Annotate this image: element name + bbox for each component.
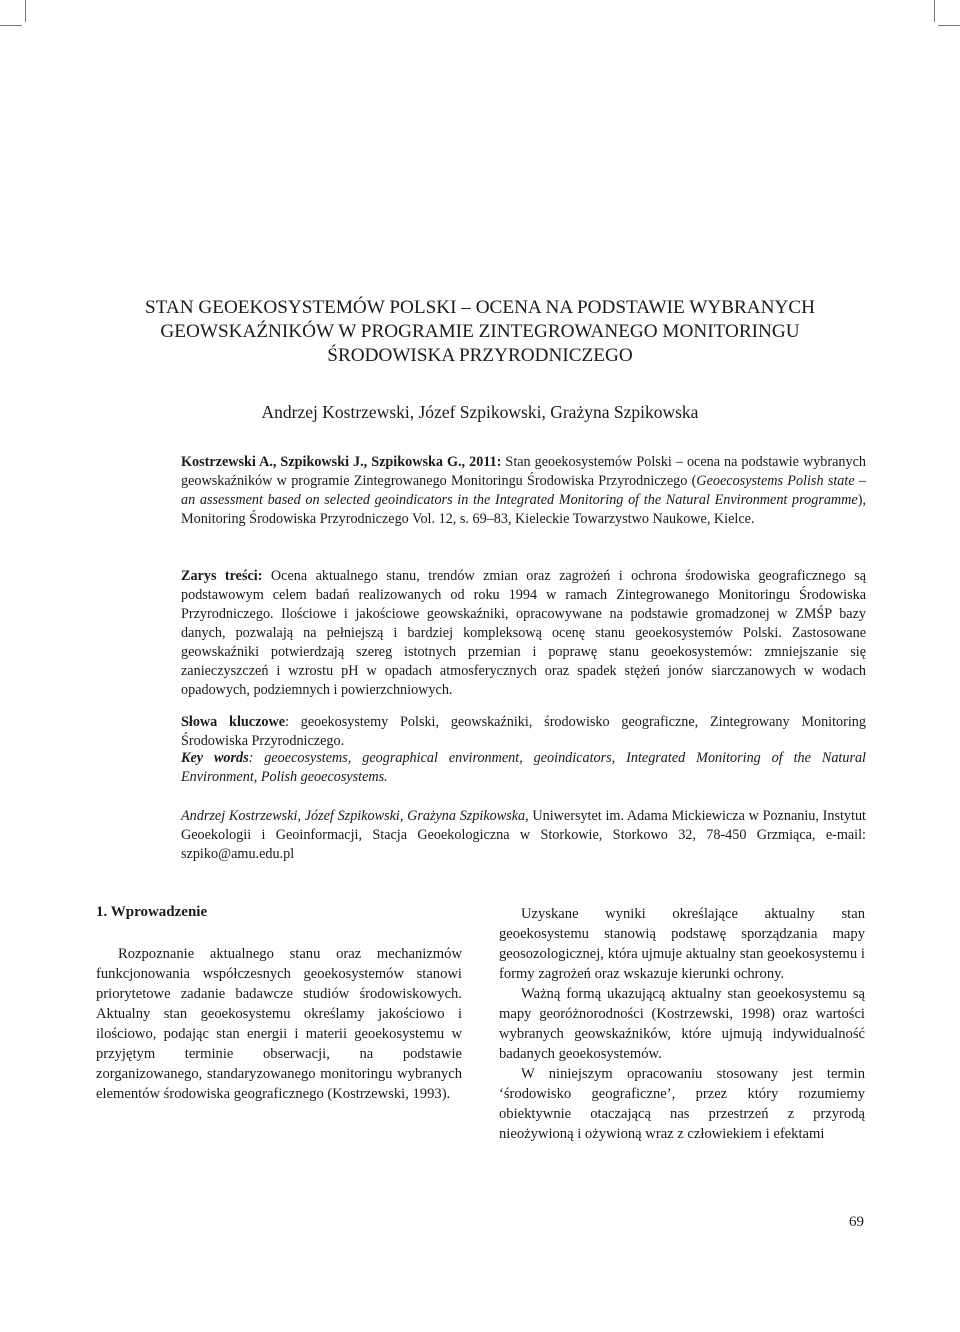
- author-list: Andrzej Kostrzewski, Józef Szpikowski, Grażyna Szpikowska: [261, 402, 699, 422]
- abstract-label: Zarys treści:: [181, 568, 263, 584]
- right-column: [499, 904, 865, 1144]
- body-paragraph: Rozpoznanie aktualnego stanu oraz mechanizmów funkcjonowania współczesnych geoekosystemów stanowi priorytetowe zadanie badawcze studiów środowiskowych. Aktualny stan geoekosystemu określamy jakościowo i ilościowo, podając stan energii i materii geoekosystemu w przyjętym terminie obserwacji, na podstawie zorganizowanego, standaryzowanego monitoringu wybranych elementów środowiska geograficznego (Kostrzewski, 1993).: [96, 946, 462, 1102]
- crop-mark: [934, 0, 935, 22]
- keywords-english: [181, 749, 866, 787]
- affiliation: [181, 807, 866, 864]
- left-column: [96, 944, 462, 1104]
- affiliation-text: , Uniwersytet im. Adama Mickiewicza w Poznaniu, Instytut Geoekologii i Geoinformacji, Stacja Geoekologiczna w Storkowie, Storkowo 32, 78-450 Grzmiąca, e-mail: szpiko@amu.edu.pl: [181, 808, 866, 862]
- body-paragraph: W niniejszym opracowaniu stosowany jest termin ‘środowisko geograficzne’, przez który rozumiemy obiektywnie otaczającą nas przestrzeń z przyrodą nieożywioną i ożywioną wraz z człowiekiem i efektami: [499, 1066, 865, 1142]
- body-paragraph: Uzyskane wyniki określające aktualny stan geoekosystemu stanowią podstawę sporządzania mapy geosozologicznej, która ujmuje aktualny stan geoekosystemu i formy zagrożeń oraz wskazuje kierunki ochrony.: [499, 906, 865, 982]
- citation-title-english: Geoecosystems Polish state – an assessment based on selected geoindicators in the Integrated Monitoring of the Natural Environment programme: [181, 473, 866, 508]
- crop-mark: [25, 0, 26, 22]
- paper-title: [100, 296, 860, 368]
- body-paragraph: Ważną formą ukazującą aktualny stan geoekosystemu są mapy georóżnorodności (Kostrzewski, 1998) oraz wartości wybranych geowskaźników, które ujmują indywidualność badanych geoekosystemów.: [499, 986, 865, 1062]
- title-line: ŚRODOWISKA PRZYRODNICZEGO: [327, 345, 633, 366]
- section-heading: 1. Wprowadzenie: [96, 904, 208, 920]
- abstract: [181, 567, 866, 700]
- keywords-text: : geoekosystemy Polski, geowskaźniki, środowisko geograficzne, Zintegrowany Monitoring Środowiska Przyrodniczego.: [181, 714, 866, 749]
- citation-title: Stan geoekosystemów Polski – ocena na podstawie wybranych geowskaźników w programie Zintegrowanego Monitoringu Środowiska Przyrodniczego (: [181, 454, 866, 489]
- crop-mark: [0, 25, 22, 26]
- keywords-label: Key words: [181, 750, 249, 766]
- citation-authors: Kostrzewski A., Szpikowski J., Szpikowska G., 2011:: [181, 454, 502, 470]
- abstract-text: Ocena aktualnego stanu, trendów zmian oraz zagrożeń i ochrona środowiska geograficznego są podstawowym celem badań realizowanych od roku 1994 w ramach Zintegrowanego Monitoringu Środowiska Przyrodniczego. Ilościowe i jakościowe geowskaźniki, opracowywane na podstawie gromadzonej w ZMŚP bazy danych, pozwalają na pełniejszą i bardziej kompleksową ocenę stanu geoekosystemów Polski. Zastosowane geowskaźniki potwierdzają szereg istotnych przemian i poprawę stanu geoekosystemów: zmniejszanie się zanieczyszczeń i wzrostu pH w opadach atmosferycznych oraz spadek stężeń jonów siarczanowych w wodach opadowych, podziemnych i powierzchniowych.: [181, 568, 867, 698]
- crop-mark: [938, 25, 960, 26]
- title-line: STAN GEOEKOSYSTEMÓW POLSKI – OCENA NA PODSTAWIE WYBRANYCH: [145, 297, 815, 318]
- page-number: 69: [849, 1214, 864, 1230]
- title-line: GEOWSKAŹNIKÓW W PROGRAMIE ZINTEGROWANEGO MONITORINGU: [160, 321, 800, 342]
- keywords-label: Słowa kluczowe: [181, 714, 286, 730]
- keywords-polish: [181, 713, 866, 751]
- affiliation-names: Andrzej Kostrzewski, Józef Szpikowski, Grażyna Szpikowska: [181, 808, 526, 824]
- citation: [181, 453, 866, 529]
- citation-source: ), Monitoring Środowiska Przyrodniczego Vol. 12, s. 69–83, Kieleckie Towarzystwo Naukowe, Kielce.: [181, 492, 866, 527]
- keywords-text: : geoecosystems, geographical environment, geoindicators, Integrated Monitoring of the Natural Environment, Polish geoecosystems.: [181, 750, 866, 785]
